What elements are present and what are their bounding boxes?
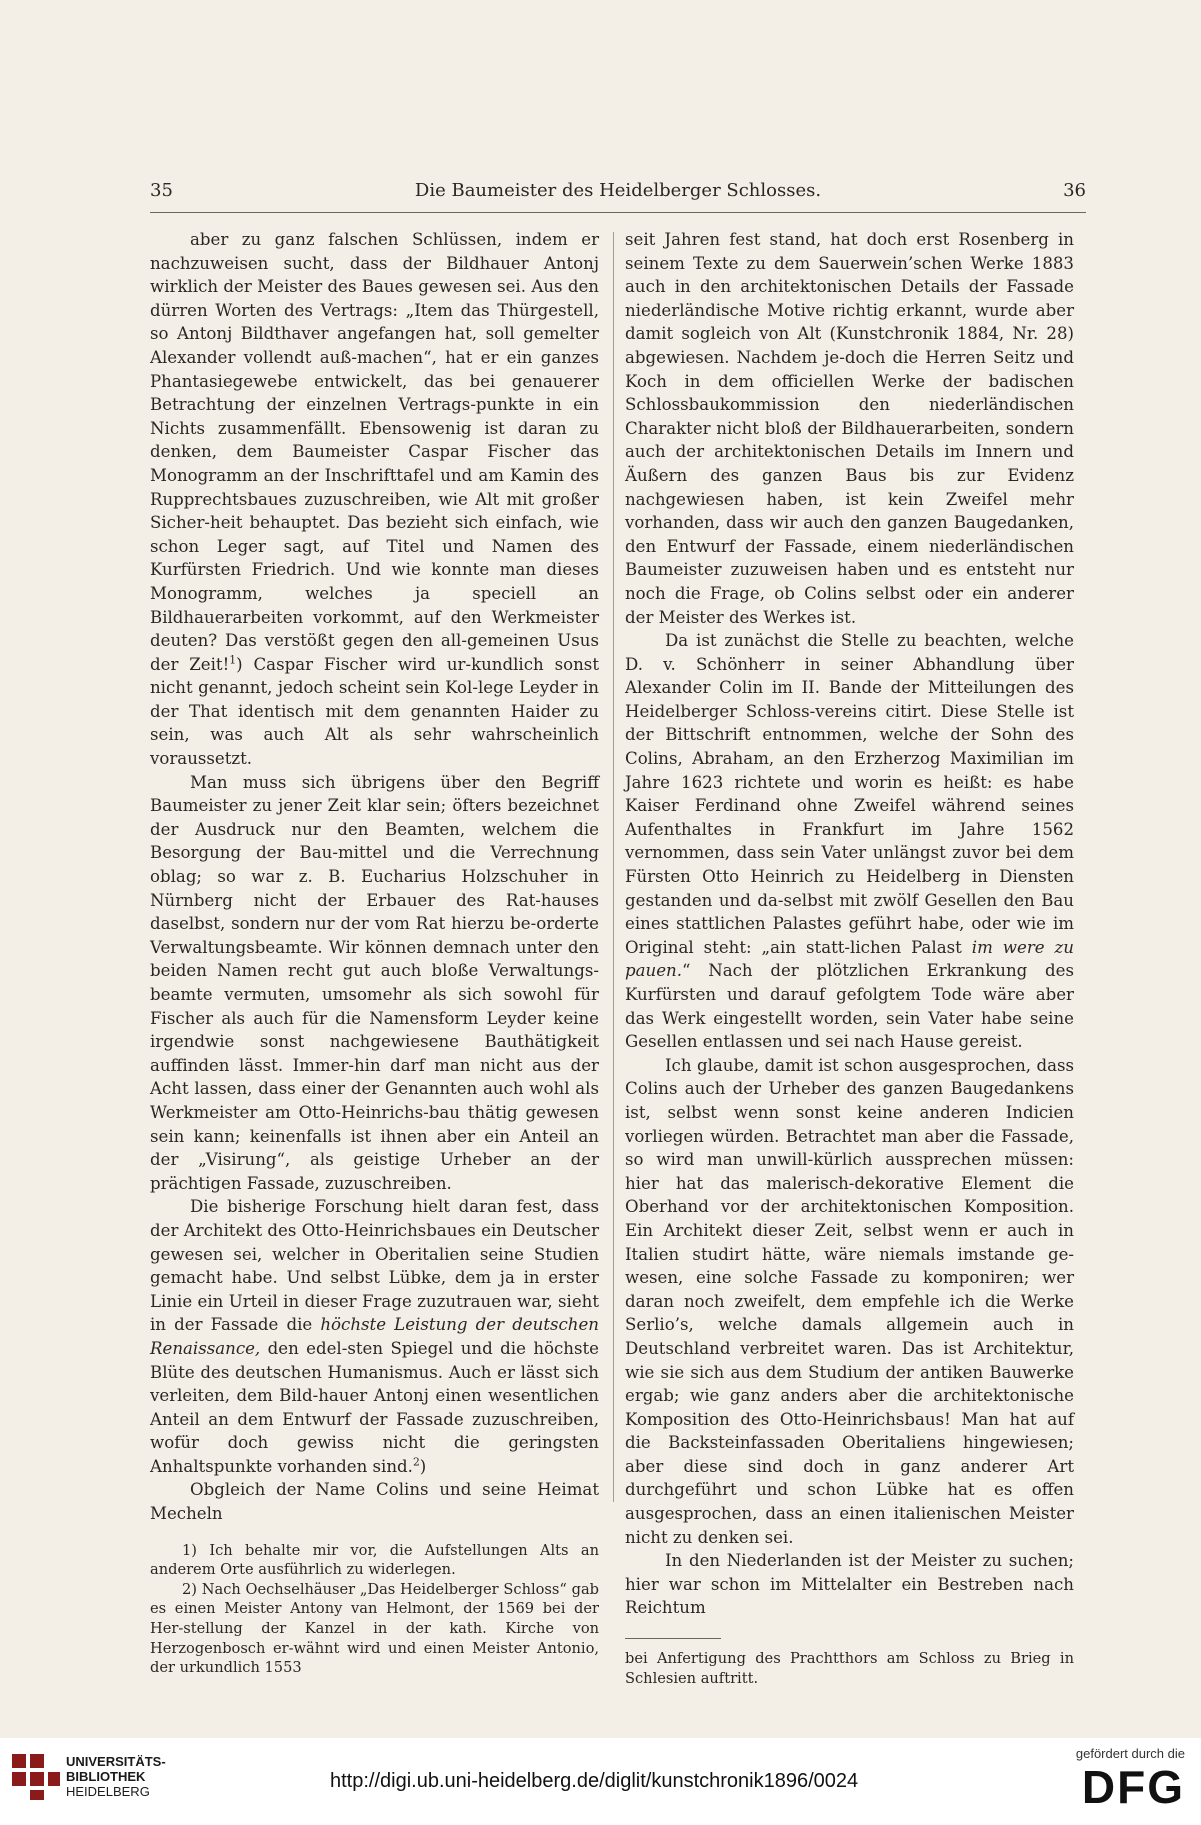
footnotes: [625, 1649, 1074, 1688]
running-header: [150, 180, 1086, 210]
footnote-ref: 2: [412, 1455, 420, 1469]
italic-phrase: im were zu pauen.: [625, 937, 1074, 981]
right-column: [625, 228, 1074, 1688]
paragraph: In den Niederlanden ist der Meister zu suchen; hier war schon im Mittelalter ein Bestreben nach Reichtum: [625, 1551, 1074, 1618]
paragraph: Da ist zunächst die Stelle zu beachten, welche D. v. Schönherr in seiner Abhandlung über Alexander Colin im II. Bande der Mitteilungen des Heidelberger Schloss-vereins citirt. Diese Stelle ist der Bittschrift entnommen, welche der Sohn des Colins, Abraham, an den Erzherzog Maximilian im Jahre 1623 richtete und worin es heißt: es habe Kaiser Ferdinand ohne Zweifel während seines Aufenthaltes in Frankfurt im Jahre 1562 vernommen, dass sein Vater unlängst zuvor bei dem Fürsten Otto Heinrich zu Heidelberg in Diensten gestanden und da-selbst mit zwölf Gesellen den Bau eines stattlichen Palastes geführt habe, oder wie im Original steht: „ain statt-lichen Palast im were zu pauen.“ Nach der plötzlichen Erkrankung des Kurfürsten und darauf gefolgtem Tode wäre aber das Werk eingestellt worden, sein Vater habe seine Gesellen entlassen und sei nach Hause gereist.: [625, 631, 1074, 1052]
sponsor-text: gefördert durch die: [1075, 1746, 1185, 1761]
library-name: UNIVERSITÄTS- BIBLIOTHEK HEIDELBERG: [66, 1754, 166, 1799]
footnote: 1) Ich behalte mir vor, die Aufstellungen Alts an anderem Orte ausführlich zu widerlegen.: [150, 1541, 599, 1579]
header-rule: [150, 212, 1086, 213]
digitization-footer: [0, 1738, 1201, 1825]
footnote-continuation: bei Anfertigung des Prachtthors am Schloss zu Brieg in Schlesien auftritt.: [625, 1650, 1074, 1687]
column-divider: [613, 232, 614, 1502]
italic-phrase: höchste Leistung der deutschen Renaissance,: [150, 1315, 599, 1358]
paragraph: Obgleich der Name Colins und seine Heimat Mecheln: [150, 1480, 599, 1524]
permalink-url[interactable]: http://digi.ub.uni-heidelberg.de/diglit/kunstchronik1896/0024: [330, 1770, 859, 1792]
university-library-logo-icon: [8, 1748, 64, 1804]
paragraph: seit Jahren fest stand, hat doch erst Rosenberg in seinem Texte zu dem Sauerwein’schen Werke 1883 auch in den architektonischen Details der Fassade niederländische Motive richtig erkannt, wurde aber damit sogleich von Alt (Kunstchronik 1884, Nr. 28) abgewiesen. Nachdem je-doch die Herren Seitz und Koch in dem officiellen Werke der badischen Schlossbaukommission den niederländischen Charakter nicht bloß der Bildhauerarbeiten, sondern auch der architektonischen Details im Innern und Äußern des ganzen Baus bis zur Evidenz nachgewiesen haben, ist kein Zweifel mehr vorhanden, dass wir auch den ganzen Baugedanken, den Entwurf der Fassade, einem niederländischen Baumeister zuzuweisen haben und es entsteht nur noch die Frage, ob Colins selbst oder ein anderer der Meister des Werkes ist.: [625, 230, 1074, 627]
paragraph: aber zu ganz falschen Schlüssen, indem er nachzuweisen sucht, dass der Bildhauer Antonj wirklich der Meister des Baues gewesen sei. Aus den dürren Worten des Vertrags: „Item das Thürgestell, so Antonj Bildthaver angefangen hat, soll gemelter Alexander vollendt auß-machen“, hat er ein ganzes Phantasiegewebe entwickelt, das bei genauerer Betrachtung der einzelnen Vertrags-punkte in ein Nichts zusammenfällt. Ebensowenig ist daran zu denken, dem Baumeister Caspar Fischer das Monogramm an der Inschrifttafel und am Kamin des Rupprechtsbaues zuzuschreiben, wie Alt mit großer Sicher-heit behauptet. Das bezieht sich einfach, wie schon Leger sagt, auf Titel und Namen des Kurfürsten Friedrich. Und wie konnte man dieses Monogramm, welches ja speciell an Bildhauerarbeiten vorkommt, auf den Werkmeister deuten? Das verstößt gegen den all-gemeinen Usus der Zeit!$^1$) Caspar Fischer wird ur-kundlich sonst nicht genannt, jedoch scheint sein Kol-lege Leyder in der That identisch mit dem genannten Haider zu sein, was auch Alt als sehr wahrscheinlich voraussetzt.: [150, 230, 599, 769]
page-number-left: 35: [150, 180, 173, 201]
sponsor: [1076, 1746, 1185, 1813]
footnote-rule: [625, 1638, 721, 1639]
page-number-right: 36: [1063, 180, 1086, 201]
footnote-ref: 1: [229, 653, 237, 667]
dfg-logo: DFG: [1081, 1761, 1185, 1813]
paragraph: Man muss sich übrigens über den Begriff Baumeister zu jener Zeit klar sein; öfters bezeichnet der Ausdruck nur den Beamten, welchem die Besorgung der Bau-mittel und die Verrechnung oblag; so war z. B. Eucharius Holzschuher in Nürnberg nicht der Erbauer des Rat-hauses daselbst, sondern nur der vom Rat hierzu be-orderte Verwaltungsbeamte. Wir können demnach unter den beiden Namen recht gut auch bloße Verwaltungs-beamte vermuten, umsomehr als sich sowohl für Fischer als auch für die Namensform Leyder keine irgendwie sonst nachgewiesene Bauthätigkeit auffinden lässt. Immer-hin darf man nicht aus der Acht lassen, dass einer der Genannten auch wohl als Werkmeister am Otto-Heinrichs-bau thätig gewesen sein kann; keinenfalls ist ihnen aber ein Anteil an der „Visirung“, als geistige Urheber an der prächtigen Fassade, zuzuschreiben.: [150, 772, 599, 1193]
paragraph: Die bisherige Forschung hielt daran fest, dass der Architekt des Otto-Heinrichsbaues ein Deutscher gewesen sei, welcher in Oberitalien seine Studien gemacht habe. Und selbst Lübke, dem ja in erster Linie ein Urteil in dieser Frage zuzutrauen war, sieht in der Fassade die höchste Leistung der deutschen Renaissance, den edel-sten Spiegel und die höchste Blüte des deutschen Humanismus. Auch er lässt sich verleiten, dem Bild-hauer Antonj einen wesentlichen Anteil an dem Entwurf der Fassade zuzuschreiben, wofür doch gewiss nicht die geringsten Anhaltspunkte vorhanden sind.$^2$): [150, 1197, 599, 1476]
running-title: Die Baumeister des Heidelberger Schlosses.: [414, 180, 822, 201]
footnotes: [150, 1541, 599, 1678]
left-column: [150, 228, 599, 1678]
paragraph: Ich glaube, damit ist schon ausgesprochen, dass Colins auch der Urheber des ganzen Baugedankens ist, selbst wenn sonst keine anderen Indicien vorliegen würden. Betrachtet man aber die Fassade, so wird man unwill-kürlich aussprechen müssen: hier hat das malerisch-dekorative Element die Oberhand vor der architektonischen Komposition. Ein Architekt dieser Zeit, selbst wenn er auch in Italien studirt hätte, wäre niemals imstande ge-wesen, eine solche Fassade zu komponiren; wer daran noch zweifelt, dem empfehle ich die Werke Serlio’s, welche damals allgemein auch in Deutschland verbreitet waren. Das ist Architektur, wie sie sich aus dem Studium der antiken Bauwerke ergab; wie ganz anders aber die architektonische Komposition des Otto-Heinrichsbaus! Man hat auf die Backsteinfassaden Oberitaliens hingewiesen; aber diese sind doch in ganz anderer Art durchgeführt und schon Lübke hat es offen ausgesprochen, dass an einen italienischen Meister nicht zu denken sei.: [625, 1055, 1074, 1547]
footnote: 2) Nach Oechselhäuser „Das Heidelberger Schloss“ gab es einen Meister Antony van Helmont, der 1569 bei der Her-stellung der Kanzel in der kath. Kirche von Herzogenbosch er-wähnt wird und einen Meister Antonio, der urkundlich 1553: [150, 1580, 599, 1677]
